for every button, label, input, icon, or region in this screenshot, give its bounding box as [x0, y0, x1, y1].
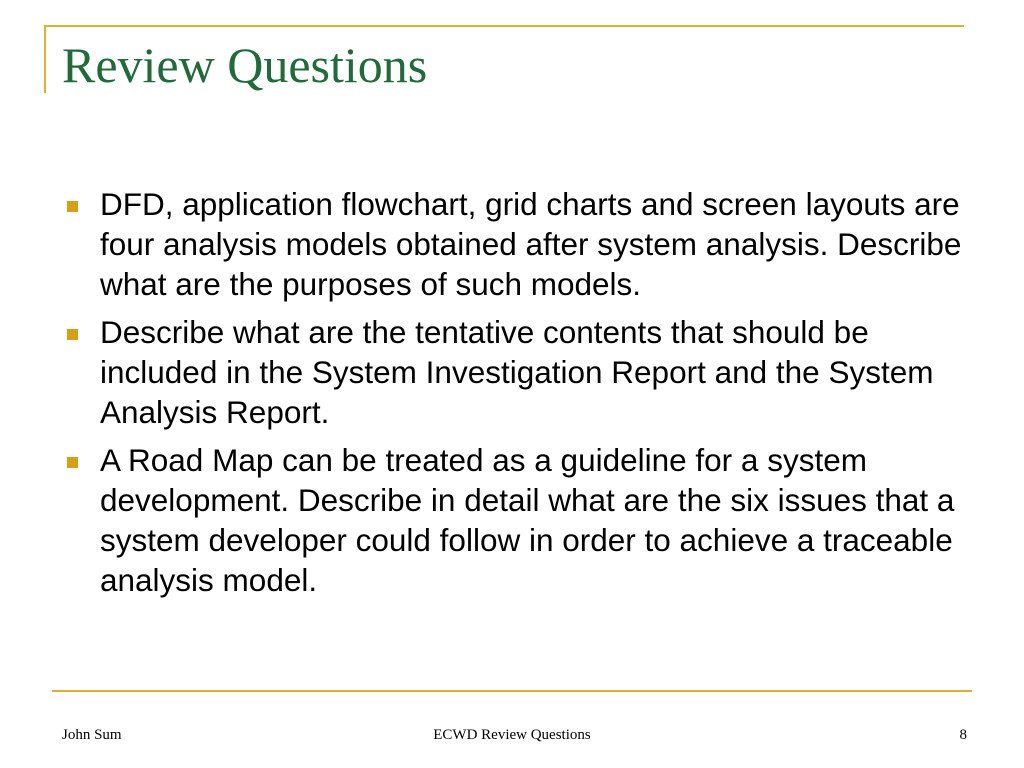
- page-number: 8: [959, 727, 967, 743]
- left-border-line: [44, 25, 46, 93]
- bullet-text: A Road Map can be treated as a guideline for a system development. Describe in detail what are the six issues that a system developer could follow in order to achieve a traceable analysis model.: [100, 442, 955, 598]
- bullet-item-2: [60, 312, 970, 432]
- bullet-item-1: [60, 184, 970, 304]
- top-border-line: [44, 25, 964, 27]
- bullet-item-3: [60, 440, 970, 600]
- slide-title: Review Questions: [62, 37, 428, 93]
- square-bullet-icon: [67, 201, 78, 212]
- square-bullet-icon: [67, 329, 78, 340]
- footer-author: John Sum: [62, 727, 122, 743]
- square-bullet-icon: [67, 457, 78, 468]
- bullet-list: [60, 184, 970, 608]
- footer-divider: [52, 690, 972, 692]
- bullet-text: DFD, application flowchart, grid charts and screen layouts are four analysis models obtained after system analysis. Describe what are the purposes of such models.: [100, 186, 962, 302]
- bullet-text: Describe what are the tentative contents that should be included in the System Investigation Report and the System Analysis Report.: [100, 314, 934, 430]
- footer-course-title: ECWD Review Questions: [433, 727, 591, 743]
